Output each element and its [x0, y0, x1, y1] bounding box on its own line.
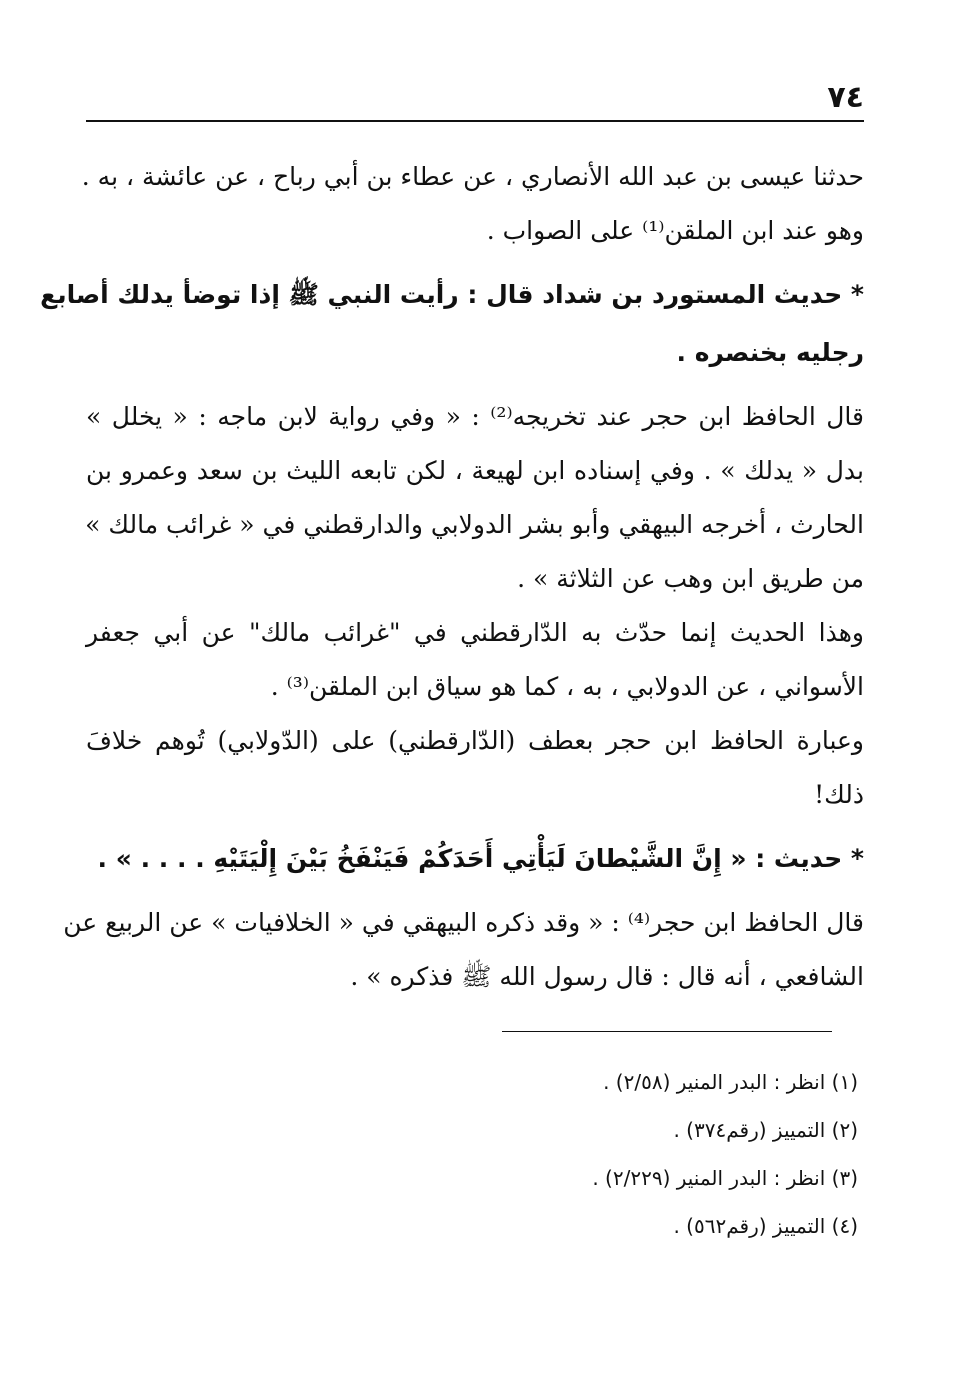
footnote: (٢) التمييز (رقم٣٧٤) . — [673, 1118, 858, 1142]
text-line: قال الحافظ ابن حجر عند تخريجه⁽²⁾ : « وفي رواية لابن ماجه : « يخلل » — [86, 402, 864, 431]
text-line: الشافعي ، أنه قال : قال رسول الله ﷺ فذكره » . — [350, 962, 864, 991]
text-line: وهو عند ابن الملقن⁽¹⁾ على الصواب . — [486, 216, 864, 245]
text-line: حدثنا عيسى بن عبد الله الأنصاري ، عن عطاء بن أبي رباح ، عن عائشة ، به . — [81, 162, 864, 191]
footnotes — [298, 1058, 858, 1250]
text-line: بدل « يدلك » . وفي إسناده ابن لهيعة ، لكن تابعه الليث بن سعد وعمرو بن — [86, 456, 864, 485]
text-line: ذلك! — [814, 780, 864, 809]
text-line: وعبارة الحافظ ابن حجر بعطف (الدّارقطني) على (الدّولابي) تُوهم خلافَ — [86, 726, 864, 755]
main-text — [40, 150, 864, 1004]
book-page — [40, 0, 864, 1383]
text-line: الحارث ، أخرجه البيهقي وأبو بشر الدولابي والدارقطني في « غرائب مالك » — [85, 510, 864, 539]
footnote: (١) انظر : البدر المنير (٢/٥٨) . — [603, 1070, 858, 1094]
footnote: (٣) انظر : البدر المنير (٢/٢٢٩) . — [592, 1166, 858, 1190]
header-rule — [86, 120, 864, 122]
footnote: (٤) التمييز (رقم٥٦٢) . — [673, 1214, 858, 1238]
page-number: ٧٤ — [827, 80, 864, 115]
footnote-rule — [502, 1031, 832, 1032]
text-line: من طريق ابن وهب عن الثلاثة » . — [517, 564, 864, 593]
hadith-heading: * حديث : « إِنَّ الشَّيْطانَ لَيَأْتِي أَحَدَكُمْ فَيَنْفَخُ بَيْنَ إِلْيَتَيْهِ . . . . » . — [97, 844, 864, 873]
text-line: قال الحافظ ابن حجر⁽⁴⁾ : « وقد ذكره البيهقي في « الخلافيات » عن الربيع عن — [63, 908, 864, 937]
hadith-heading: * حديث المستورد بن شداد قال : رأيت النبي ﷺ إذا توضأ يدلك أصابع — [40, 280, 864, 309]
hadith-heading: رجليه بخنصره . — [676, 338, 864, 367]
text-line: الأسواني ، عن الدولابي ، به ، كما هو سياق ابن الملقن⁽³⁾ . — [270, 672, 864, 701]
text-line: وهذا الحديث إنما حدّث به الدّارقطني في "غرائب مالك" عن أبي جعفر — [86, 618, 864, 647]
